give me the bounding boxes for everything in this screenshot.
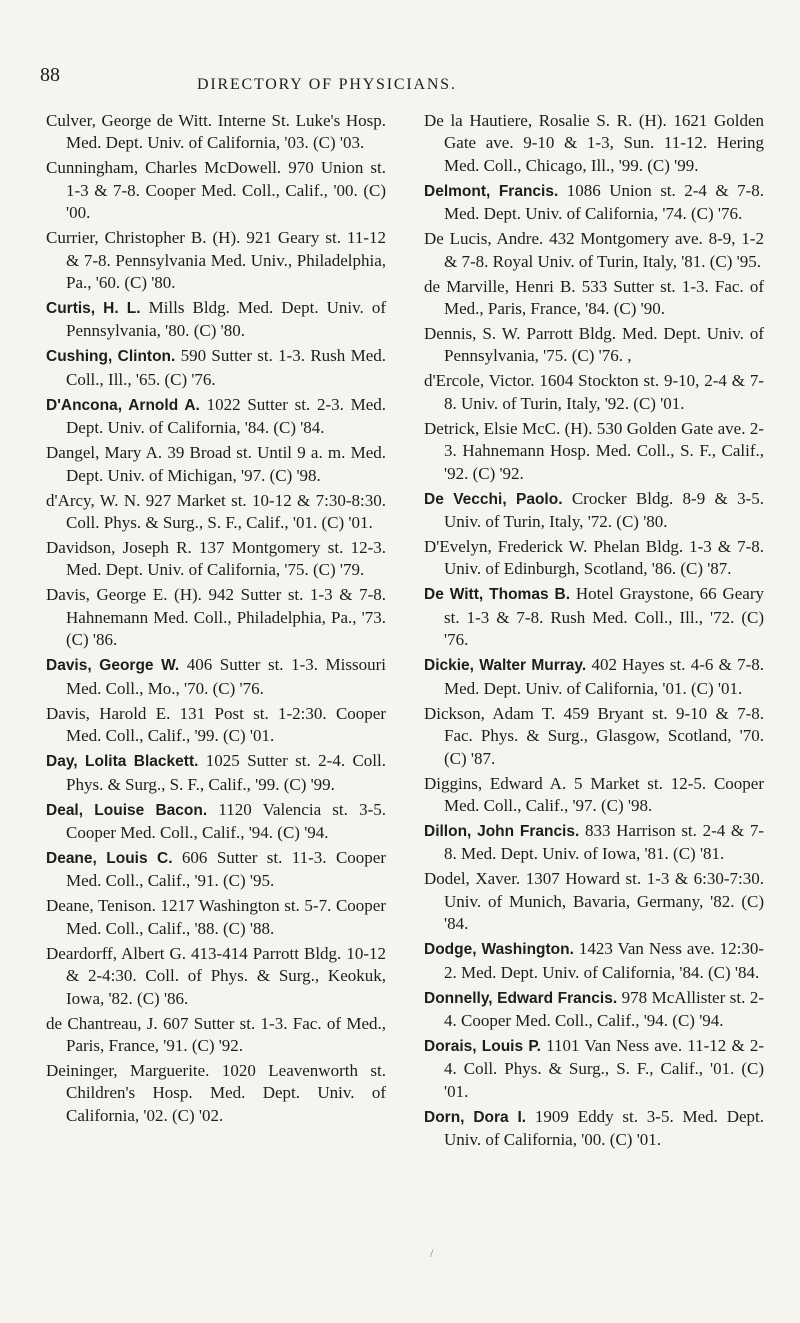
physician-name: Cushing, Clinton.: [46, 348, 176, 366]
physician-name: Dennis, S. W.: [424, 324, 521, 344]
directory-entry: [46, 227, 386, 294]
directory-entry: [46, 654, 386, 700]
physician-name: d'Ercole, Victor.: [424, 371, 535, 391]
directory-entry: [424, 110, 764, 177]
physician-name: Deininger, Marguerite.: [46, 1060, 210, 1080]
physician-details: 927 Market st. 10-12 & 7:30-8:30. Coll. Phys. & Surg., S. F., Calif., '01. (C) '01.: [66, 490, 387, 533]
physician-name: Davis, George E. (H).: [46, 585, 202, 605]
physician-name: Dodge, Washington.: [424, 941, 574, 959]
left-column: [46, 110, 386, 1130]
physician-details: 5 Market st. 12-5. Cooper Med. Coll., Calif., '97. (C) '98.: [444, 773, 765, 815]
physician-details: 921 Geary st. 11-12 & 7-8. Pennsylvania Med. Univ., Philadelphia, Pa., '60. (C) '80.: [66, 228, 386, 293]
directory-entry: [46, 394, 386, 440]
directory-entry: [46, 537, 386, 582]
directory-entry: [424, 987, 764, 1033]
directory-entry: [424, 773, 764, 818]
physician-details: 459 Bryant st. 9-10 & 7-8. Fac. Phys. & Surg., Glasgow, Scotland, '70. (C) '87.: [444, 703, 764, 768]
physician-name: Dillon, John Francis.: [424, 822, 580, 840]
physician-name: Deal, Louise Bacon.: [46, 801, 208, 819]
physician-details: 530 Golden Gate ave. 2-3. Hahnemann Hosp. Med. Coll., S. F., Calif., '92. (C) '92.: [444, 418, 764, 483]
physician-name: Davis, George W.: [46, 657, 180, 675]
physician-details: Mills Bldg. Med. Dept. Univ. of Pennsylvania, '80. (C) '80.: [66, 298, 386, 341]
physician-name: Donnelly, Edward Francis.: [424, 989, 618, 1007]
directory-entry: [46, 750, 386, 796]
physician-details: 1025 Sutter st. 2-4. Coll. Phys. & Surg., S. F., Calif., '99. (C) '99.: [66, 751, 386, 794]
physician-name: D'Evelyn, Frederick W.: [424, 537, 588, 557]
directory-entry: [424, 1035, 764, 1103]
physician-details: Hotel Graystone, 66 Geary st. 1-3 & 7-8. Rush Med. Coll., Ill., '72. (C) '76.: [444, 584, 764, 650]
physician-details: 1022 Sutter st. 2-3. Med. Dept. Univ. of California, '84. (C) '84.: [66, 394, 386, 438]
physician-details: Crocker Bldg. 8-9 & 3-5. Univ. of Turin, Italy, '72. (C) '80.: [444, 488, 765, 532]
physician-name: Davidson, Joseph R.: [46, 538, 192, 558]
directory-entry: [46, 110, 386, 155]
physician-details: 607 Sutter st. 1-3. Fac. of Med., Paris, France, '91. (C) '92.: [66, 1013, 386, 1055]
directory-entry: [46, 490, 386, 535]
physician-name: Currier, Christopher B. (H).: [46, 228, 241, 248]
physician-details: 413-414 Parrott Bldg. 10-12 & 2-4:30. Coll. of Phys. & Surg., Keokuk, Iowa, '82. (C) '86.: [66, 943, 386, 1008]
directory-entry: [46, 703, 386, 748]
physician-name: Dangel, Mary A.: [46, 443, 163, 463]
directory-entry: [424, 180, 764, 226]
directory-entry: [424, 228, 764, 273]
directory-entry: [424, 938, 764, 984]
physician-details: 1086 Union st. 2-4 & 7-8. Med. Dept. Univ. of California, '74. (C) '76.: [444, 180, 764, 224]
directory-entry: [424, 654, 764, 700]
right-column: [424, 110, 764, 1154]
directory-entry: [424, 276, 764, 321]
footer-mark: /: [430, 1246, 434, 1260]
physician-details: 406 Sutter st. 1-3. Missouri Med. Coll., Mo., '70. (C) '76.: [66, 655, 386, 698]
physician-details: 533 Sutter st. 1-3. Fac. of Med., Paris, France, '84. (C) '90.: [444, 276, 764, 319]
directory-entry: [46, 1013, 386, 1058]
physician-name: De la Hautiere, Rosalie S. R. (H).: [424, 111, 667, 130]
physician-details: 590 Sutter st. 1-3. Rush Med. Coll., Ill., '65. (C) '76.: [66, 346, 386, 389]
physician-name: Delmont, Francis.: [424, 182, 559, 200]
directory-entry: [424, 868, 764, 935]
physician-details: Parrott Bldg. Med. Dept. Univ. of Pennsylvania, '75. (C) '76. ,: [444, 324, 764, 366]
physician-name: Deane, Tenison.: [46, 896, 156, 916]
directory-entry: [424, 820, 764, 866]
physician-details: 432 Montgomery ave. 8-9, 1-2 & 7-8. Royal Univ. of Turin, Italy, '81. (C) '95.: [444, 229, 764, 271]
physician-name: Cunningham, Charles McDowell.: [46, 158, 282, 178]
physician-name: Dickie, Walter Murray.: [424, 657, 587, 675]
directory-entry: [424, 370, 764, 415]
physician-details: 131 Post st. 1-2:30. Cooper Med. Coll., Calif., '99. (C) '01.: [66, 703, 386, 746]
physician-details: 1423 Van Ness ave. 12:30-2. Med. Dept. Univ. of California, '84. (C) '84.: [444, 939, 764, 982]
physician-name: Dorn, Dora I.: [424, 1108, 527, 1126]
physician-details: 1101 Van Ness ave. 11-12 & 2-4. Coll. Phys. & Surg., S. F., Calif., '01. (C) '01.: [444, 1035, 764, 1101]
directory-entry: [46, 1060, 386, 1127]
physician-name: De Lucis, Andre.: [424, 229, 544, 249]
physician-details: 942 Sutter st. 1-3 & 7-8. Hahnemann Med. Coll., Philadelphia, Pa., '73. (C) '86.: [66, 585, 386, 650]
directory-entry: [424, 323, 764, 368]
physician-details: 402 Hayes st. 4-6 & 7-8. Med. Dept. Univ. of California, '01. (C) '01.: [444, 655, 764, 698]
physician-details: 1604 Stockton st. 9-10, 2-4 & 7-8. Univ. of Turin, Italy, '92. (C) '01.: [444, 371, 764, 413]
directory-entry: [46, 345, 386, 391]
directory-entry: [46, 943, 386, 1010]
directory-entry: [424, 703, 764, 770]
physician-name: D'Ancona, Arnold A.: [46, 396, 200, 414]
physician-details: 606 Sutter st. 11-3. Cooper Med. Coll., Calif., '91. (C) '95.: [66, 847, 386, 891]
physician-details: 1307 Howard st. 1-3 & 6:30-7:30. Univ. of Munich, Bavaria, Germany, '82. (C) '84.: [444, 869, 765, 934]
physician-name: De Witt, Thomas B.: [424, 586, 571, 604]
directory-entry: [424, 536, 764, 581]
physician-name: Curtis, H. L.: [46, 300, 141, 318]
physician-name: Diggins, Edward A.: [424, 773, 567, 793]
directory-entry: [46, 442, 386, 487]
physician-details: 1217 Washington st. 5-7. Cooper Med. Coll., Calif., '88. (C) '88.: [66, 896, 387, 938]
physician-name: d'Arcy, W. N.: [46, 490, 141, 510]
physician-name: Dorais, Louis P.: [424, 1037, 541, 1055]
directory-entry: [46, 799, 386, 845]
page-number: 88: [40, 64, 60, 86]
physician-name: de Chantreau, J.: [46, 1013, 158, 1033]
physician-name: Deane, Louis C.: [46, 849, 173, 867]
physician-name: Detrick, Elsie McC. (H).: [424, 418, 593, 438]
directory-entry: [46, 584, 386, 651]
physician-details: 137 Montgomery st. 12-3. Med. Dept. Univ. of California, '75. (C) '79.: [66, 538, 386, 580]
physician-name: Day, Lolita Blackett.: [46, 753, 199, 771]
physician-details: Phelan Bldg. 1-3 & 7-8. Univ. of Edinburgh, Scotland, '86. (C) '87.: [444, 537, 764, 579]
directory-entry: [46, 895, 386, 940]
physician-details: 970 Union st. 1-3 & 7-8. Cooper Med. Coll., Calif., '00. (C) '00.: [66, 158, 387, 223]
directory-entry: [46, 157, 386, 224]
physician-name: Davis, Harold E.: [46, 703, 171, 723]
physician-details: 39 Broad st. Until 9 a. m. Med. Dept. Univ. of Michigan, '97. (C) '98.: [66, 443, 386, 485]
physician-details: Interne St. Luke's Hosp. Med. Dept. Univ. of California, '03. (C) '03.: [66, 111, 386, 153]
physician-details: 1020 Leavenworth st. Children's Hosp. Med. Dept. Univ. of California, '02. (C) '02.: [66, 1060, 386, 1125]
physician-details: 1621 Golden Gate ave. 9-10 & 1-3, Sun. 11-12. Hering Med. Coll., Chicago, Ill., '99. (C) '99.: [444, 111, 765, 175]
physician-name: De Vecchi, Paolo.: [424, 490, 563, 508]
physician-details: 833 Harrison st. 2-4 & 7-8. Med. Dept. Univ. of Iowa, '81. (C) '81.: [444, 820, 764, 864]
directory-entry: [424, 583, 764, 651]
physician-name: Dickson, Adam T.: [424, 703, 556, 723]
directory-entry: [424, 418, 764, 485]
physician-details: 978 McAllister st. 2-4. Cooper Med. Coll., Calif., '94. (C) '94.: [444, 987, 764, 1030]
directory-entry: [46, 847, 386, 893]
physician-name: Dodel, Xaver.: [424, 869, 521, 889]
physician-details: 1120 Valencia st. 3-5. Cooper Med. Coll., Calif., '94. (C) '94.: [66, 799, 386, 842]
directory-entry: [424, 1106, 764, 1152]
physician-name: de Marville, Henri B.: [424, 276, 576, 296]
physician-name: Deardorff, Albert G.: [46, 943, 187, 963]
physician-name: Culver, George de Witt.: [46, 111, 213, 130]
page-header: DIRECTORY OF PHYSICIANS.: [197, 76, 457, 93]
directory-entry: [46, 297, 386, 343]
directory-entry: [424, 488, 764, 534]
physician-details: 1909 Eddy st. 3-5. Med. Dept. Univ. of California, '00. (C) '01.: [444, 1106, 764, 1150]
